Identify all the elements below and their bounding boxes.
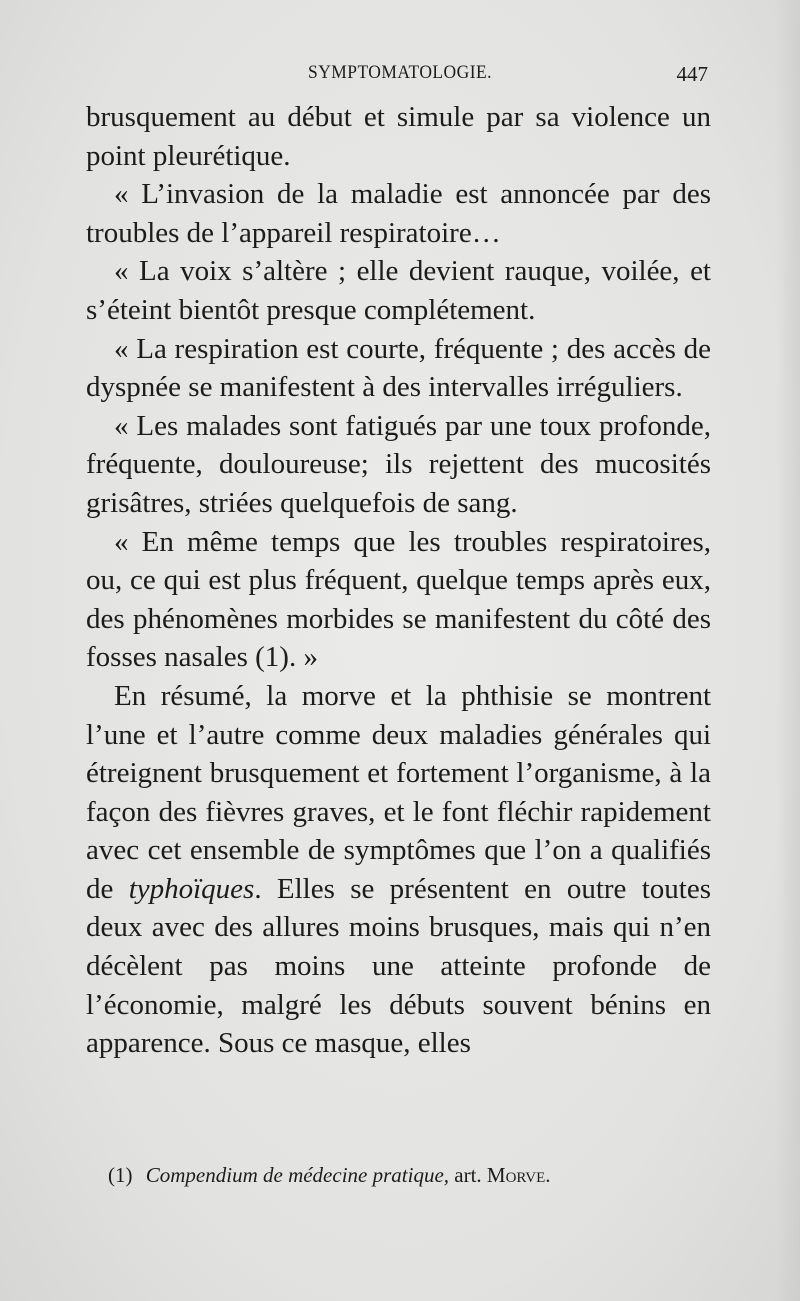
main-text xyxy=(86,98,711,1063)
page-header xyxy=(0,58,800,92)
summary-text-start: En résumé, la morve et la phthisie se montrent l’une et l’autre comme deux maladies générales qui étreignent brusquement et fortement l’organisme, à la façon des fièvres graves, et le font fléchir rapidement avec cet ensemble de symptômes que l’on a qualifiés de xyxy=(86,679,711,905)
paragraph-quote-nasal: « En même temps que les troubles respiratoires, ou, ce qui est plus fréquent, quelque temps après eux, des phénomènes morbides se manifestent du côté des fosses nasales (1). » xyxy=(86,525,711,674)
page-number: 447 xyxy=(676,62,708,86)
summary-text-end: . Elles se présentent en outre toutes deux avec des allures moins brusques, mais qui n’en décèlent pas moins une atteinte profonde de l’économie, malgré les débuts souvent bénins en apparence. Sous ce masque, elles xyxy=(86,872,711,1060)
running-head: SYMPTOMATOLOGIE. xyxy=(308,62,492,83)
paragraph-continuation: brusquement au début et simule par sa violence un point pleurétique. xyxy=(86,101,711,172)
paragraph-quote-respiration: « La respiration est courte, fréquente ; des accès de dyspnée se manifestent à des intervalles irréguliers. xyxy=(86,332,711,404)
footnote-title: Compendium de médecine pratique, xyxy=(145,1163,450,1187)
footnote-marker: (1) xyxy=(108,1163,133,1187)
footnote-smallcaps: Morve. xyxy=(486,1163,551,1187)
footnote-text: art. xyxy=(454,1163,482,1187)
paragraph-quote-invasion: « L’invasion de la maladie est annoncée par des troubles de l’appareil respiratoire… xyxy=(86,178,711,249)
paragraph-quote-cough: « Les malades sont fatigués par une toux profonde, fréquente, douloureuse; ils rejettent des mucosités grisâtres, striées quelquefois de sang. xyxy=(86,409,711,519)
footnote xyxy=(108,1162,728,1188)
paragraph-summary xyxy=(86,677,711,1063)
paragraph-quote-voice: « La voix s’altère ; elle devient rauque, voilée, et s’éteint bientôt presque complétement. xyxy=(86,255,711,326)
summary-italic-term: typhoïques xyxy=(128,872,255,905)
page-edge-shadow xyxy=(776,0,800,1301)
